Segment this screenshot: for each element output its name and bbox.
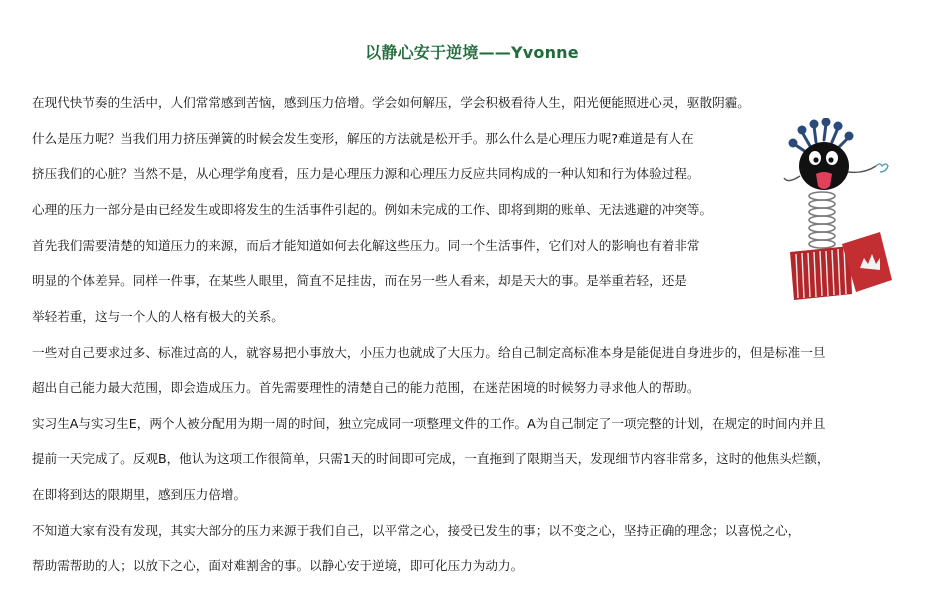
paragraph-line: 举轻若重，这与一个人的人格有极大的关系。 bbox=[32, 309, 284, 324]
paragraph-line: 心理的压力一部分是由已经发生或即将发生的生活事件引起的。例如未完成的工作、即将到期的账单、无法逃避的冲突等。 bbox=[32, 202, 713, 217]
paragraph-line: 在即将到达的限期里，感到压力倍增。 bbox=[32, 487, 247, 502]
paragraph-line: 提前一天完成了。反观B，他认为这项工作很简单，只需1天的时间即可完成，一直拖到了限期当天，发现细节内容非常多，这时的他焦头烂额， bbox=[32, 451, 830, 466]
paragraph-line: 实习生A与实习生E，两个人被分配用为期一周的时间，独立完成同一项整理文件的工作。A为自己制定了一项完整的计划，在规定的时间内并且 bbox=[32, 416, 826, 431]
box-icon bbox=[790, 232, 892, 300]
jack-in-the-box-icon bbox=[780, 118, 900, 308]
paragraph-line: 不知道大家有没有发现，其实大部分的压力来源于我们自己，以平常之心，接受已发生的事；以不变之心，坚持正确的理念；以喜悦之心， bbox=[32, 523, 801, 538]
article-title: 以静心安于逆境——Yvonne bbox=[365, 43, 579, 62]
paragraph-line: 首先我们需要清楚的知道压力的来源，而后才能知道如何去化解这些压力。同一个生活事件，它们对人的影响也有着非常 bbox=[32, 238, 700, 253]
spring-icon bbox=[809, 192, 835, 248]
paragraph-line: 帮助需帮助的人；以放下之心，面对难割舍的事。以静心安于逆境，即可化压力为动力。 bbox=[32, 558, 524, 573]
paragraph-line: 挤压我们的心脏？当然不是，从心理学角度看，压力是心理压力源和心理压力反应共同构成的一种认知和行为体验过程。 bbox=[32, 166, 700, 181]
paragraph-line: 超出自己能力最大范围，即会造成压力。首先需要理性的清楚自己的能力范围，在迷茫困境的时候努力寻求他人的帮助。 bbox=[32, 380, 700, 395]
paragraph-line: 在现代快节奏的生活中，人们常常感到苦恼，感到压力倍增。学会如何解压，学会积极看待人生，阳光便能照进心灵，驱散阴霾。 bbox=[32, 95, 750, 110]
paragraph-line: 一些对自己要求过多、标准过高的人，就容易把小事放大，小压力也就成了大压力。给自己制定高标准本身是能促进自身进步的，但是标准一旦 bbox=[32, 345, 826, 360]
paragraph-line: 什么是压力呢？当我们用力挤压弹簧的时候会发生变形，解压的方法就是松开手。那么什么是心理压力呢?难道是有人在 bbox=[32, 131, 694, 146]
paragraph-line: 明显的个体差异。同样一件事，在某些人眼里，简直不足挂齿，而在另一些人看来，却是天大的事。是举重若轻，还是 bbox=[32, 273, 687, 288]
